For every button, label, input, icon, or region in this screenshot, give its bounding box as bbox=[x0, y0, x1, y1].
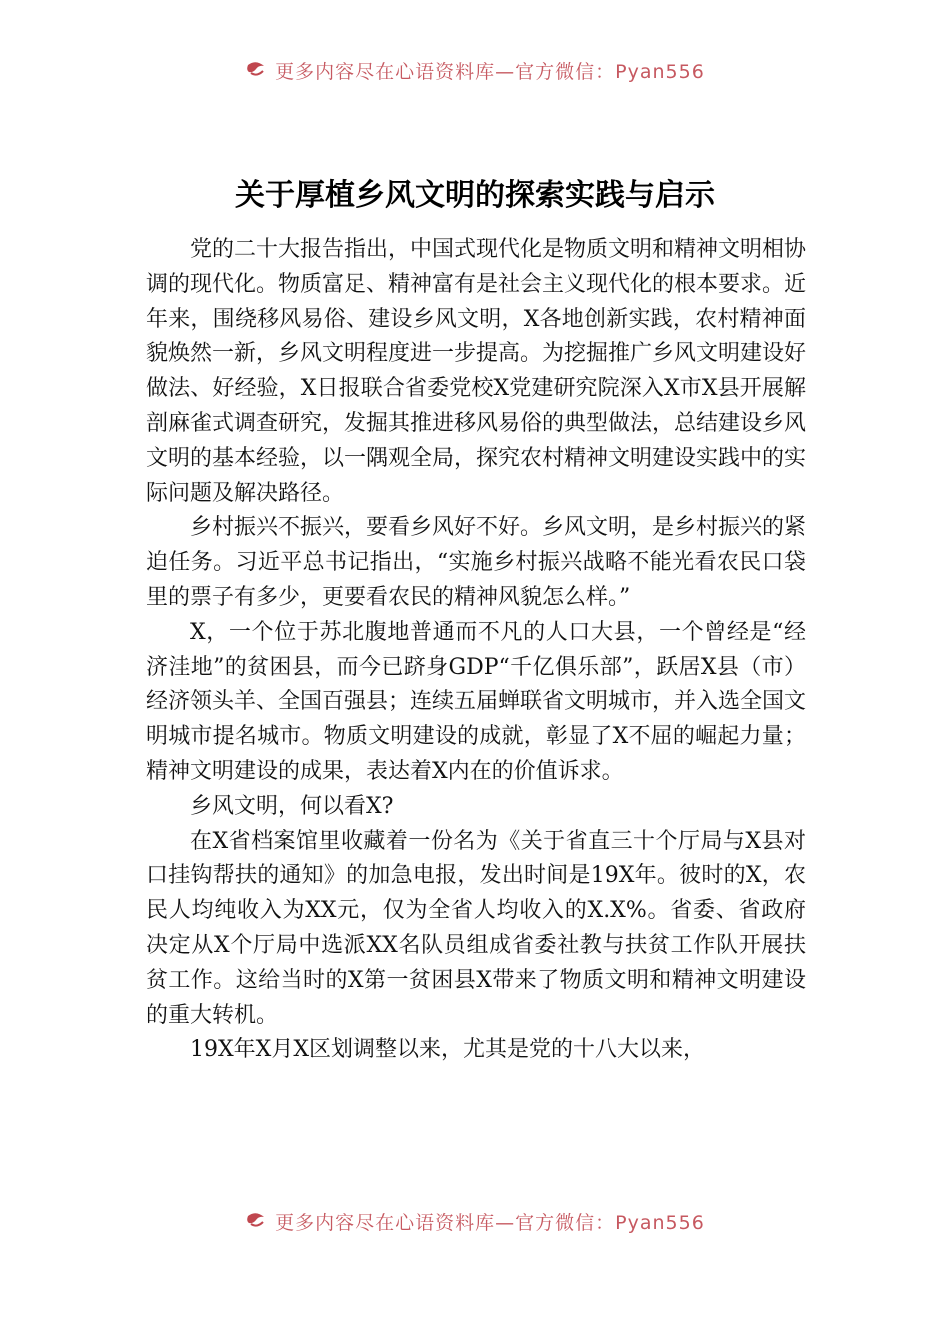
header-watermark bbox=[0, 57, 950, 83]
paragraph: 19X年X月X区划调整以来，尤其是党的十八大以来， bbox=[190, 1037, 705, 1063]
document-title: 关于厚植乡风文明的探索实践与启示 bbox=[235, 178, 715, 213]
watermark-logo-icon bbox=[245, 61, 267, 79]
paragraph: 在X省档案馆里收藏着一份名为《关于省直三十个厅局与X县对口挂钩帮扶的通知》的加急电报，发出时间是19X年。彼时的X，农民人均纯收入为XX元，仅为全省人均收入的X.X%。省委、省政府决定从X个厅局中选派XX名队员组成省委社教与扶贫工作队开展扶贫工作。这给当时的X第一贫困县X带来了物质文明和精神文明建设的重大转机。 bbox=[146, 828, 806, 1028]
paragraph: 乡风文明，何以看X? bbox=[190, 793, 394, 819]
watermark-text: 更多内容尽在心语资料库—官方微信：Pyan556 bbox=[275, 60, 705, 83]
document-body bbox=[146, 233, 806, 1068]
paragraph: X，一个位于苏北腹地普通而不凡的人口大县，一个曾经是“经济洼地”的贫困县，而今已跻身GDP“千亿俱乐部”，跃居X县（市）经济领头羊、全国百强县；连续五届蝉联省文明城市，并入选全国文明城市提名城市。物质文明建设的成就，彰显了X不屈的崛起力量；精神文明建设的成果，表达着X内在的价值诉求。 bbox=[146, 619, 807, 784]
watermark-logo-icon bbox=[245, 1212, 267, 1230]
footer-watermark bbox=[0, 1208, 950, 1234]
watermark-text: 更多内容尽在心语资料库—官方微信：Pyan556 bbox=[275, 1211, 705, 1234]
paragraph: 党的二十大报告指出，中国式现代化是物质文明和精神文明相协调的现代化。物质富足、精神富有是社会主义现代化的根本要求。近年来，围绕移风易俗、建设乡风文明，X各地创新实践，农村精神面貌焕然一新，乡风文明程度进一步提高。为挖掘推广乡风文明建设好做法、好经验，X日报联合省委党校X党建研究院深入X市X县开展解剖麻雀式调查研究，发掘其推进移风易俗的典型做法，总结建设乡风文明的基本经验，以一隅观全局，探究农村精神文明建设实践中的实际问题及解决路径。 bbox=[146, 237, 807, 506]
paragraph: 乡村振兴不振兴，要看乡风好不好。乡风文明，是乡村振兴的紧迫任务。习近平总书记指出，“实施乡村振兴战略不能光看农民口袋里的票子有多少，更要看农民的精神风貌怎么样。” bbox=[146, 515, 807, 610]
